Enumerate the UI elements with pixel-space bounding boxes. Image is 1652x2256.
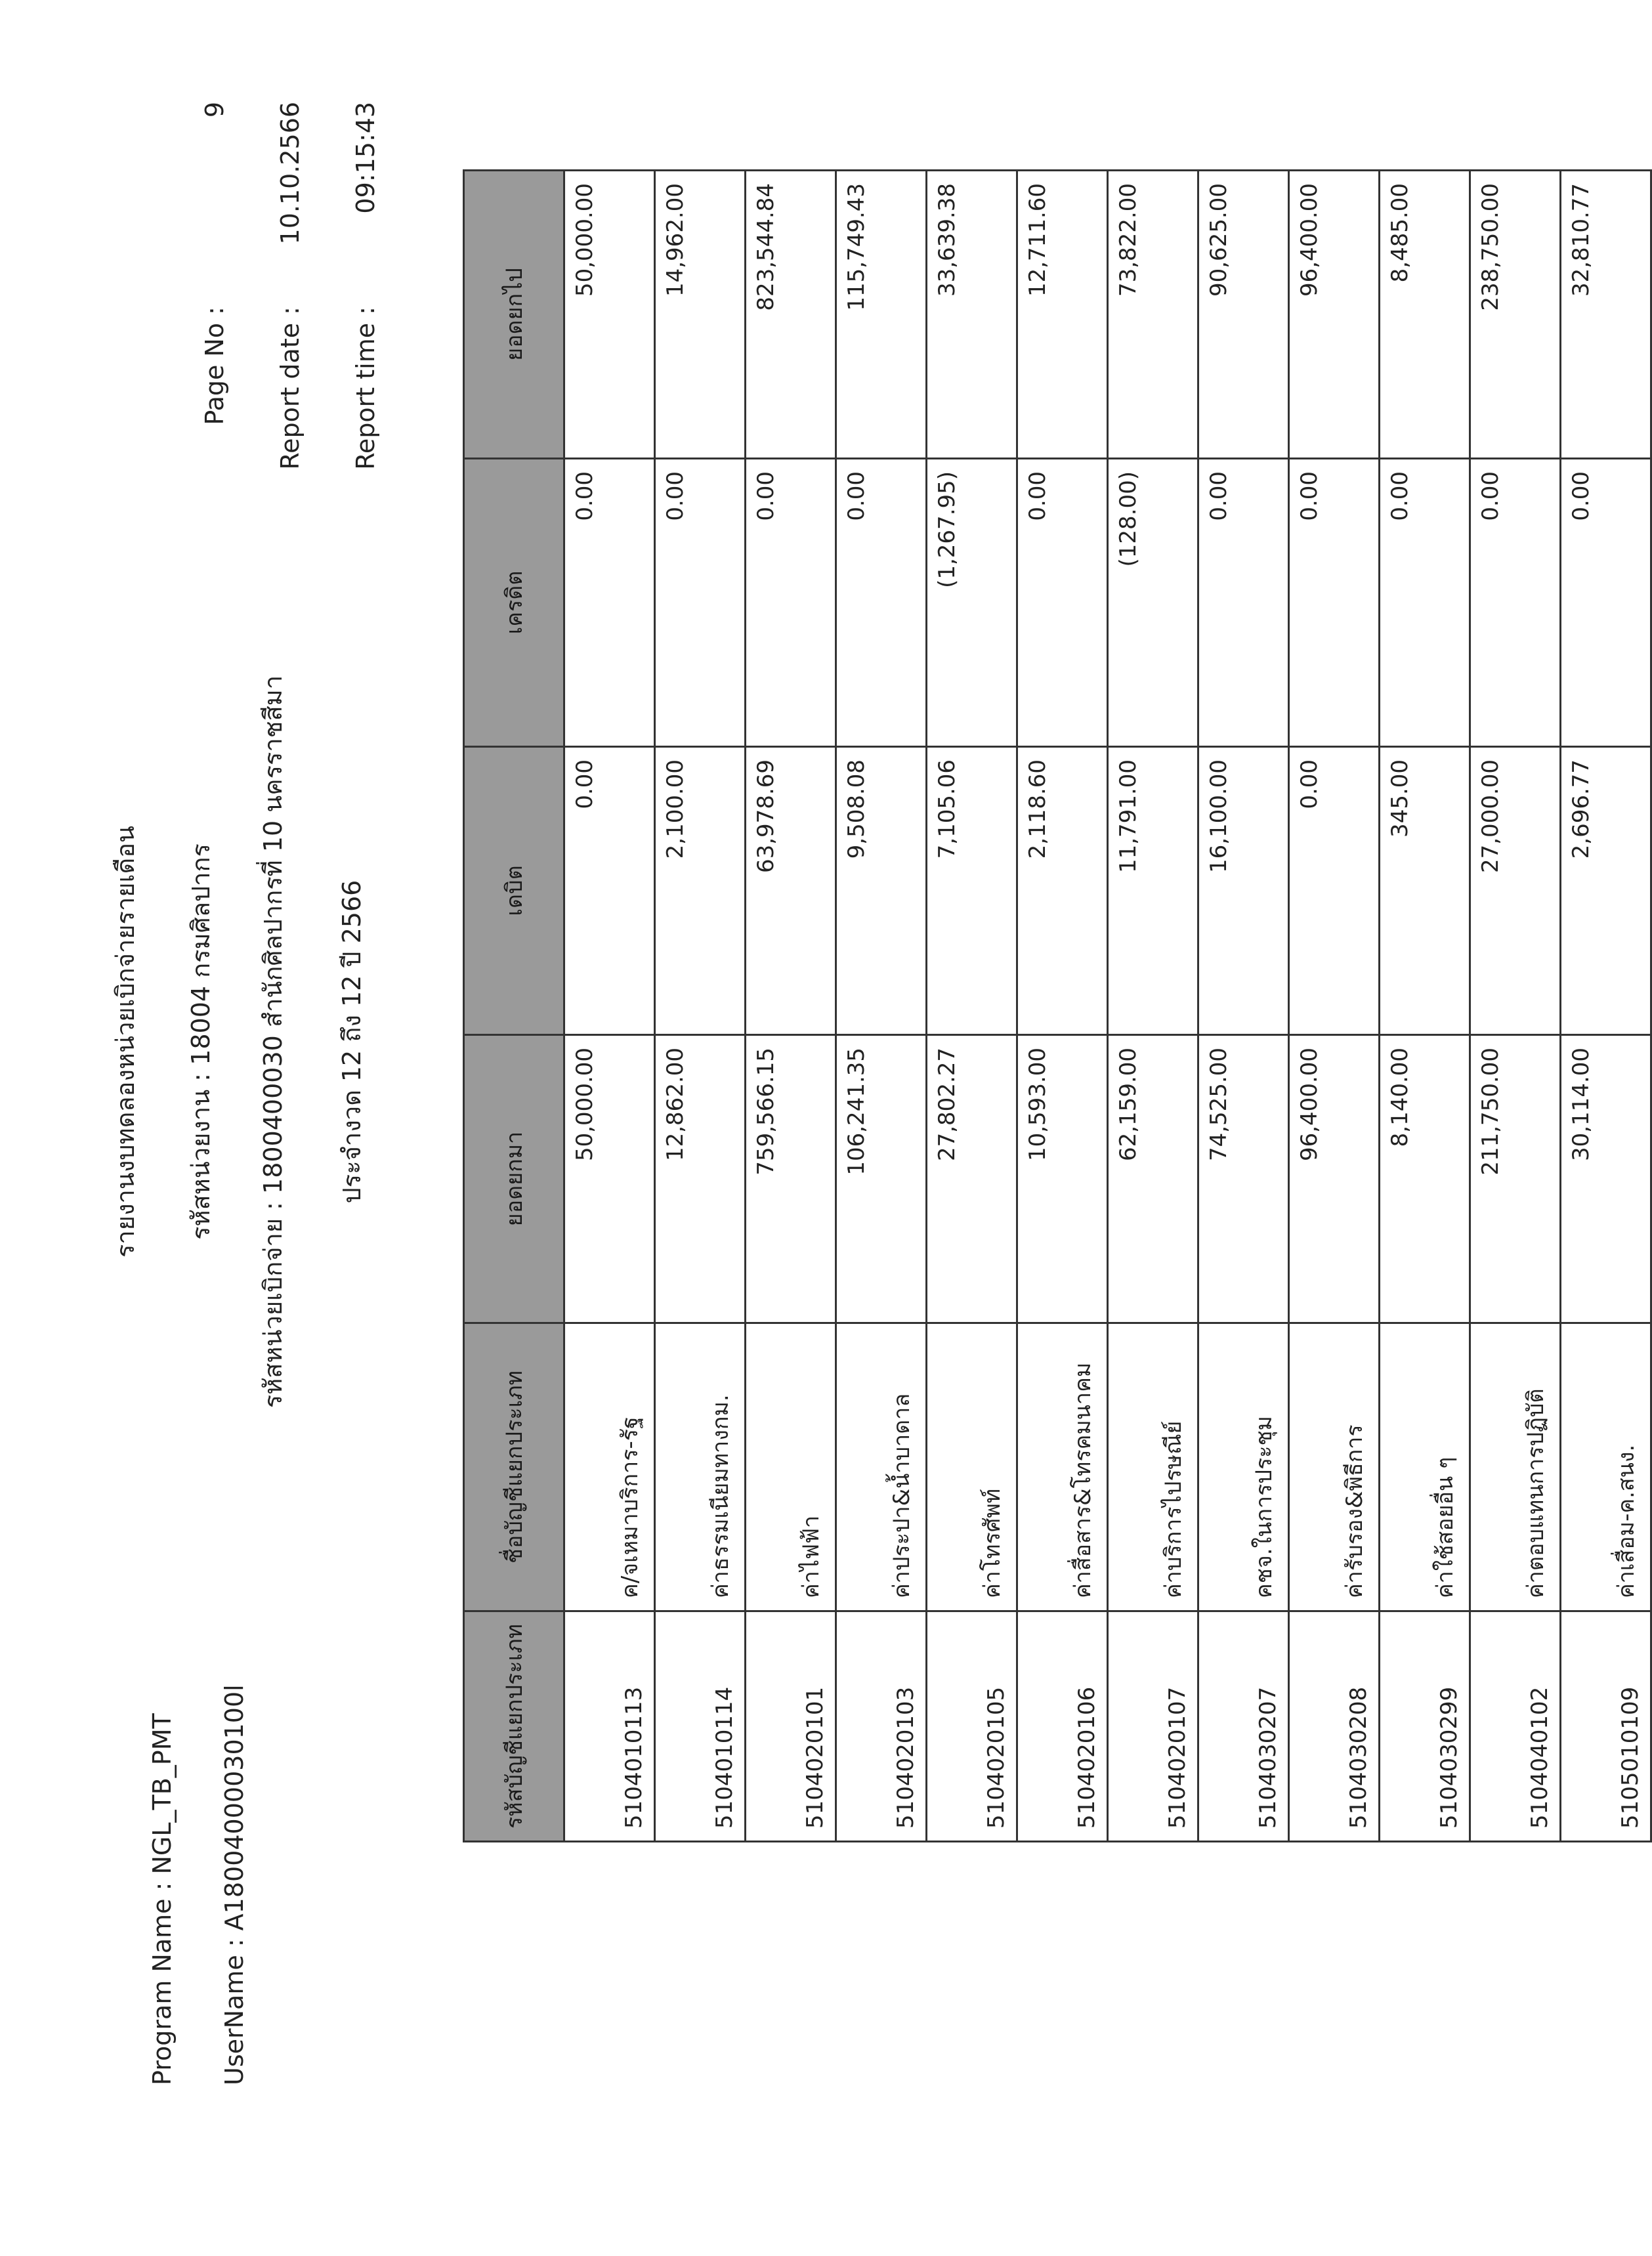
table-row [1108, 170, 1198, 1841]
debit-amount: 11,791.00 [1108, 746, 1198, 1034]
debit-amount: 16,100.00 [1198, 746, 1289, 1034]
carried-forward-amount: 90,625.00 [1198, 170, 1289, 458]
account-name: ค่าโทรศัพท์ [927, 1323, 1017, 1611]
account-code: 5104010113 [564, 1611, 655, 1841]
col-header-account-code: รหัสบัญชีแยกประเภท [464, 1611, 564, 1841]
account-code: 5104020101 [746, 1611, 836, 1841]
debit-amount: 0.00 [1289, 746, 1380, 1034]
account-code: 5104030207 [1198, 1611, 1289, 1841]
account-name: ค่าบริการไปรษณีย์ [1108, 1323, 1198, 1611]
brought-forward-amount: 30,114.00 [1561, 1034, 1651, 1323]
table-row [1470, 170, 1561, 1841]
report-time-value: 09:15:43 [351, 101, 380, 214]
credit-amount: 0.00 [746, 458, 836, 746]
col-header-account-name: ชื่อบัญชีแยกประเภท [464, 1323, 564, 1611]
report-date-value: 10.10.2566 [276, 101, 305, 245]
account-name: ค่าธรรมเนียมทางกม. [655, 1323, 746, 1611]
account-name: ค่าสื่อสาร&โทรคมนาคม [1017, 1323, 1108, 1611]
col-header-carried-forward: ยอดยกไป [464, 170, 564, 458]
account-code: 5104030299 [1380, 1611, 1470, 1841]
account-code: 5105010109 [1561, 1611, 1651, 1841]
col-header-credit: เครดิต [464, 458, 564, 746]
table-row [1289, 170, 1380, 1841]
account-code: 5104020105 [927, 1611, 1017, 1841]
table-row [1198, 170, 1289, 1841]
report-date-label: Report date : [276, 307, 305, 470]
debit-amount: 9,508.08 [836, 746, 927, 1034]
brought-forward-amount: 96,400.00 [1289, 1034, 1380, 1323]
account-code: 5104020106 [1017, 1611, 1108, 1841]
page-number-row [200, 102, 229, 543]
carried-forward-amount: 115,749.43 [836, 170, 927, 458]
brought-forward-amount: 27,802.27 [927, 1034, 1017, 1323]
table-row [836, 170, 927, 1841]
account-name: ค่ารับรอง&พิธีการ [1289, 1323, 1380, 1611]
credit-amount: 0.00 [564, 458, 655, 746]
carried-forward-amount: 12,711.60 [1017, 170, 1108, 458]
account-name: ค่าใช้สอยอื่น ๆ [1380, 1323, 1470, 1611]
disbursing-unit: รหัสหน่วยเบิกจ่าย : 1800400030 สำนักศิลปากรที่ 10 นครราชสีมา [259, 675, 287, 1409]
carried-forward-amount: 32,810.77 [1561, 170, 1651, 458]
user-name: UserName : A18004000030100l [220, 1684, 249, 2085]
report-period: ประจำงวด 12 ถึง 12 ปี 2566 [337, 880, 366, 1204]
account-name: ค/จเหมาบริการ-รัฐ [564, 1323, 655, 1611]
brought-forward-amount: 74,525.00 [1198, 1034, 1289, 1323]
account-code: 5104020103 [836, 1611, 927, 1841]
report-time-label: Report time : [351, 307, 380, 470]
carried-forward-amount: 73,822.00 [1108, 170, 1198, 458]
brought-forward-amount: 211,750.00 [1470, 1034, 1561, 1323]
credit-amount: 0.00 [1561, 458, 1651, 746]
credit-amount: 0.00 [1380, 458, 1470, 746]
brought-forward-amount: 106,241.35 [836, 1034, 927, 1323]
brought-forward-amount: 10,593.00 [1017, 1034, 1108, 1323]
credit-amount: 0.00 [836, 458, 927, 746]
account-name: ค่าไฟฟ้า [746, 1323, 836, 1611]
col-header-brought-forward: ยอดยกมา [464, 1034, 564, 1323]
carried-forward-amount: 238,750.00 [1470, 170, 1561, 458]
table-row [927, 170, 1017, 1841]
credit-amount: (128.00) [1108, 458, 1198, 746]
account-code: 5104010114 [655, 1611, 746, 1841]
credit-amount: 0.00 [1289, 458, 1380, 746]
program-name: Program Name : NGL_TB_PMT [148, 1713, 177, 2085]
department-code: รหัสหน่วยงาน : 18004 กรมศิลปากร [186, 843, 215, 1240]
table-row [1017, 170, 1108, 1841]
debit-amount: 2,118.60 [1017, 746, 1108, 1034]
brought-forward-amount: 62,159.00 [1108, 1034, 1198, 1323]
carried-forward-amount: 8,485.00 [1380, 170, 1470, 458]
report-title: รายงานงบทดลองหน่วยเบิกจ่ายรายเดือน [111, 825, 140, 1258]
debit-amount: 63,978.69 [746, 746, 836, 1034]
table-header-row [464, 170, 564, 1841]
credit-amount: 0.00 [1470, 458, 1561, 746]
account-name: ค่าตอบแทนการปฏิบัติ [1470, 1323, 1561, 1611]
carried-forward-amount: 823,544.84 [746, 170, 836, 458]
carried-forward-amount: 14,962.00 [655, 170, 746, 458]
account-name: คชจ.ในการประชุม [1198, 1323, 1289, 1611]
debit-amount: 27,000.00 [1470, 746, 1561, 1034]
page-number-value: 9 [200, 101, 229, 118]
debit-amount: 0.00 [564, 746, 655, 1034]
table-row [1380, 170, 1470, 1841]
debit-amount: 345.00 [1380, 746, 1470, 1034]
credit-amount: 0.00 [1198, 458, 1289, 746]
trial-balance-table [463, 169, 1652, 1842]
brought-forward-amount: 759,566.15 [746, 1034, 836, 1323]
carried-forward-amount: 33,639.38 [927, 170, 1017, 458]
brought-forward-amount: 12,862.00 [655, 1034, 746, 1323]
table-row [1561, 170, 1651, 1841]
debit-amount: 2,696.77 [1561, 746, 1651, 1034]
account-code: 5104020107 [1108, 1611, 1198, 1841]
account-name: ค่าประปา&น้ำบาดาล [836, 1323, 927, 1611]
page-number-label: Page No : [200, 307, 229, 425]
report-time-row [351, 102, 380, 543]
carried-forward-amount: 96,400.00 [1289, 170, 1380, 458]
table-row [655, 170, 746, 1841]
credit-amount: (1,267.95) [927, 458, 1017, 746]
table-row [564, 170, 655, 1841]
brought-forward-amount: 8,140.00 [1380, 1034, 1470, 1323]
debit-amount: 2,100.00 [655, 746, 746, 1034]
credit-amount: 0.00 [1017, 458, 1108, 746]
account-code: 5104030208 [1289, 1611, 1380, 1841]
report-date-row [276, 102, 305, 543]
credit-amount: 0.00 [655, 458, 746, 746]
debit-amount: 7,105.06 [927, 746, 1017, 1034]
col-header-debit: เดบิต [464, 746, 564, 1034]
table-row [746, 170, 836, 1841]
brought-forward-amount: 50,000.00 [564, 1034, 655, 1323]
carried-forward-amount: 50,000.00 [564, 170, 655, 458]
account-name: ค่าเสื่อม-ค.สนง. [1561, 1323, 1651, 1611]
account-code: 5104040102 [1470, 1611, 1561, 1841]
